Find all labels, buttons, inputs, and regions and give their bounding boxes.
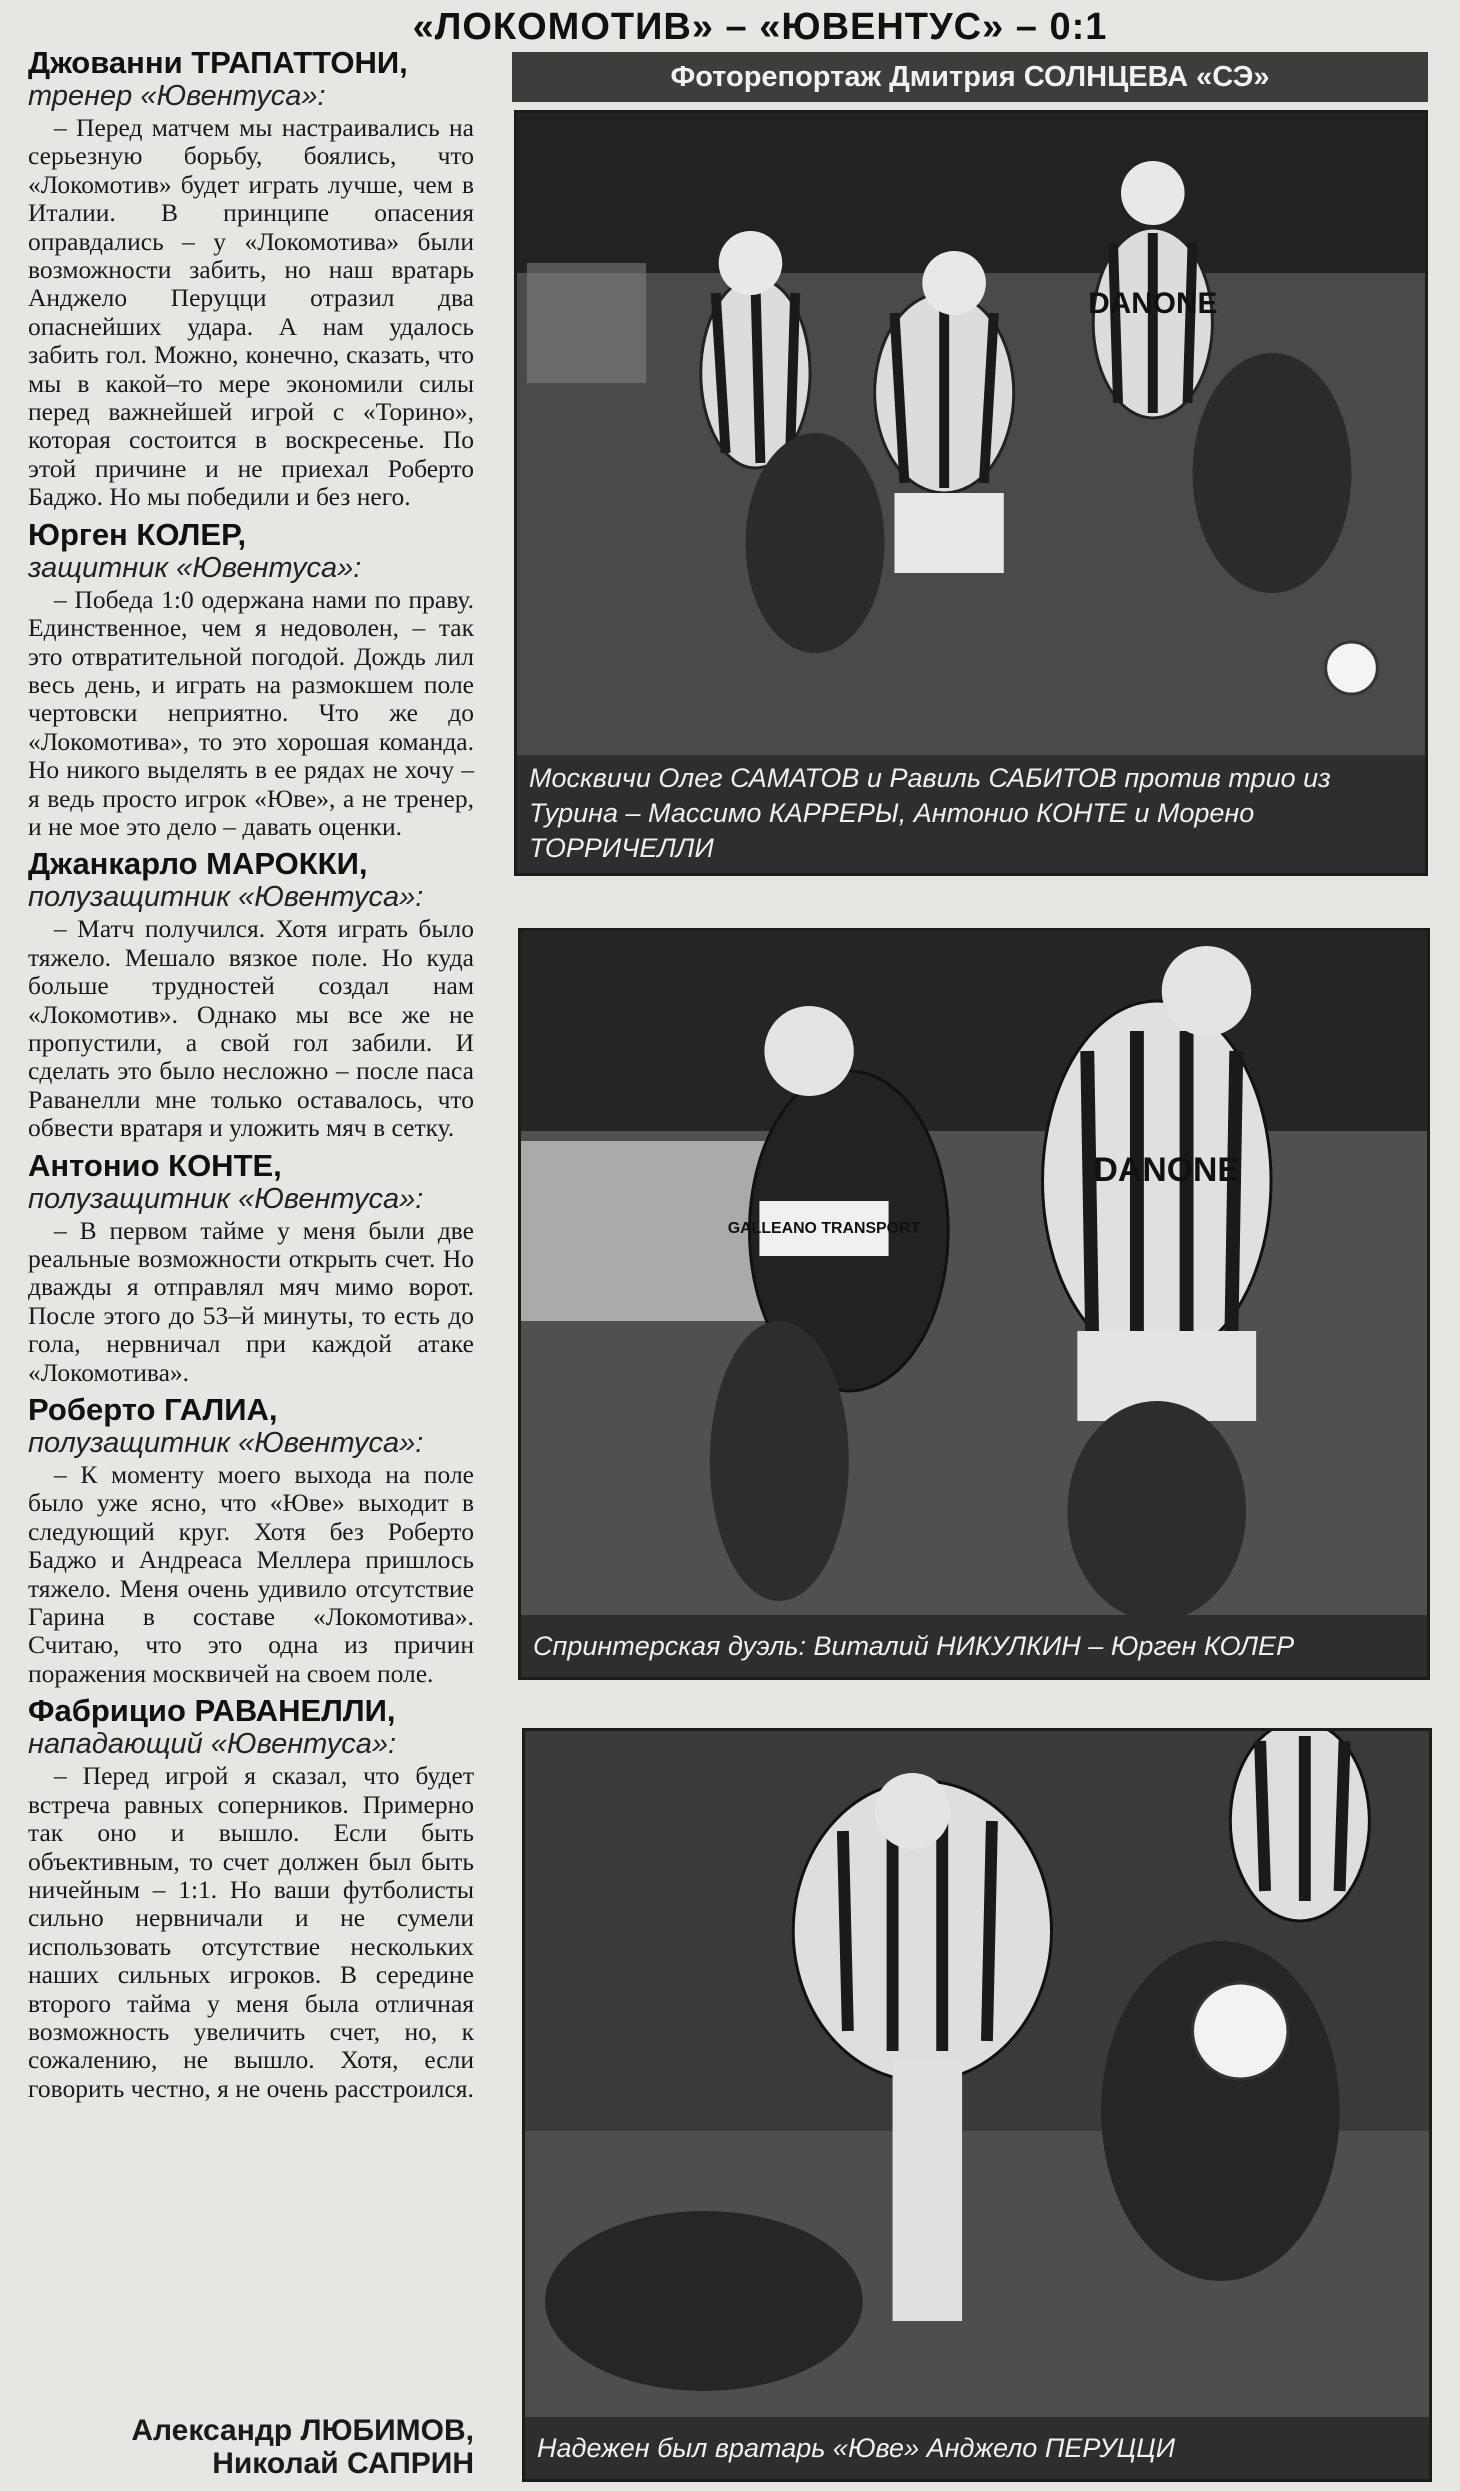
speaker-name: Юрген КОЛЕР, (28, 516, 247, 552)
speaker-quote: – Перед игрой я сказал, что будет встреча равных соперников. Примерно так оно и вышло. Если быть объективным, то счет должен был быть ничейным – 1:1. Но ваши футболисты сильно нервничали и не сумели использовать отсутствие нескольких наших сильных игроков. В середине второго тайма у меня была отличная возможность увеличить счет, но, к сожалению, не вышло. Хотя, если говорить честно, я не очень расстроился. (28, 1761, 474, 2103)
interview-galia (28, 1393, 474, 1688)
photo-block-1 (514, 110, 1428, 876)
photo-report-header: Фоторепортаж Дмитрия СОЛНЦЕВА «СЭ» (512, 52, 1428, 102)
interviews-column (28, 46, 474, 2109)
speaker-role: полузащитник «Ювентуса»: (28, 881, 424, 914)
page-headline: «ЛОКОМОТИВ» – «ЮВЕНТУС» – 0:1 (412, 6, 1108, 48)
speaker-role: защитник «Ювентуса»: (28, 551, 362, 584)
interview-koler (28, 518, 474, 842)
speaker-name: Джованни ТРАПАТТОНИ, (28, 45, 408, 80)
speaker-name: Роберто ГАЛИА, (28, 1392, 278, 1428)
photo-1-caption: Москвичи Олег САМАТОВ и Равиль САБИТОВ против трио из Турина – Массимо КАРРЕРЫ, Антонио КОНТЕ и Морено ТОРРИЧЕЛЛИ (517, 755, 1425, 873)
article-authors (28, 2414, 474, 2480)
photo-2-caption: Спринтерская дуэль: Виталий НИКУЛКИН – Юрген КОЛЕР (521, 1615, 1427, 1677)
speaker-role: нападающий «Ювентуса»: (28, 1728, 397, 1761)
speaker-role: полузащитник «Ювентуса»: (28, 1427, 424, 1460)
interview-trapattoni (28, 46, 474, 512)
shirt-sponsor-text: DANONE (1088, 286, 1218, 321)
speaker-name: Джанкарло МАРОККИ, (28, 846, 368, 882)
photo-block-3 (522, 1728, 1432, 2482)
speaker-name: Фабрицио РАВАНЕЛЛИ, (28, 1693, 396, 1729)
speaker-name: Антонио КОНТЕ, (28, 1147, 282, 1183)
author-name: Николай САПРИН (212, 2447, 474, 2480)
speaker-quote: – Победа 1:0 одержана нами по праву. Единственное, чем я недоволен, – так это отвратительной погодой. Дождь лил весь день, и играть на размокшем поле чертовски неприятно. Что же до «Локомотива», то это хорошая команда. Но никого выделять в ее рядах не хочу – я ведь просто игрок «Юве», а не тренер, и не мое это дело – давать оценки. (28, 584, 474, 841)
photo-block-2 (518, 928, 1430, 1680)
photo-3-scene (525, 1731, 1429, 2423)
interview-ravanelli (28, 1694, 474, 2103)
speaker-role: полузащитник «Ювентуса»: (28, 1182, 424, 1215)
author-name: Александр ЛЮБИМОВ, (131, 2414, 474, 2447)
speaker-quote: – Перед матчем мы настраивались на серьезную борьбу, боялись, что «Локомотив» будет играть лучше, чем в Италии. В принципе опасения оправдались – у «Локомотива» были возможности забить, но наш вратарь Анджело Перуцци отразил два опаснейших удара. А нам удалось забить гол. Можно, конечно, сказать, что мы в какой–то мере экономили силы перед важнейшей игрой с «Торино», которая состоится в воскресенье. По этой причине и не приехал Роберто Баджо. Но мы победили и без него. (28, 113, 474, 512)
photo-1-scene (517, 113, 1425, 761)
interview-conte (28, 1149, 474, 1387)
speaker-quote: – Матч получился. Хотя играть было тяжело. Мешало вязкое поле. Но куда больше трудностей создал нам «Локомотив». Однако мы все же не пропустили, а свой гол забили. И сделать это было несложно – после паса Раванелли мне только оставалось, что обвести вратаря и уложить мяч в сетку. (28, 914, 474, 1143)
photo-3 (525, 1731, 1429, 2423)
speaker-quote: – К моменту моего выхода на поле было уже ясно, что «Юве» выходит в следующий круг. Хотя без Роберто Баджо и Андреаса Меллера пришлось тяжело. Меня очень удивило отсутствие Гарина в составе «Локомотива». Считаю, что это одна из причин поражения москвичей на своем поле. (28, 1460, 474, 1688)
speaker-role: тренер «Ювентуса»: (28, 80, 326, 112)
shirt-sponsor-text: GALLEANO TRANSPORT (727, 1219, 921, 1238)
shirt-sponsor-text: DANONE (1093, 1150, 1240, 1190)
speaker-quote: – В первом тайме у меня были две реальные возможности открыть счет. Но дважды я отправлял мяч мимо ворот. После этого до 53–й минуты, то есть до гола, нервничал при каждой атаке «Локомотива». (28, 1215, 474, 1387)
photo-2 (521, 931, 1427, 1621)
interview-marocchi (28, 847, 474, 1142)
photo-1 (517, 113, 1425, 761)
photo-3-caption: Надежен был вратарь «Юве» Анджело ПЕРУЦЦИ (525, 2417, 1429, 2479)
photo-2-scene (521, 931, 1427, 1621)
